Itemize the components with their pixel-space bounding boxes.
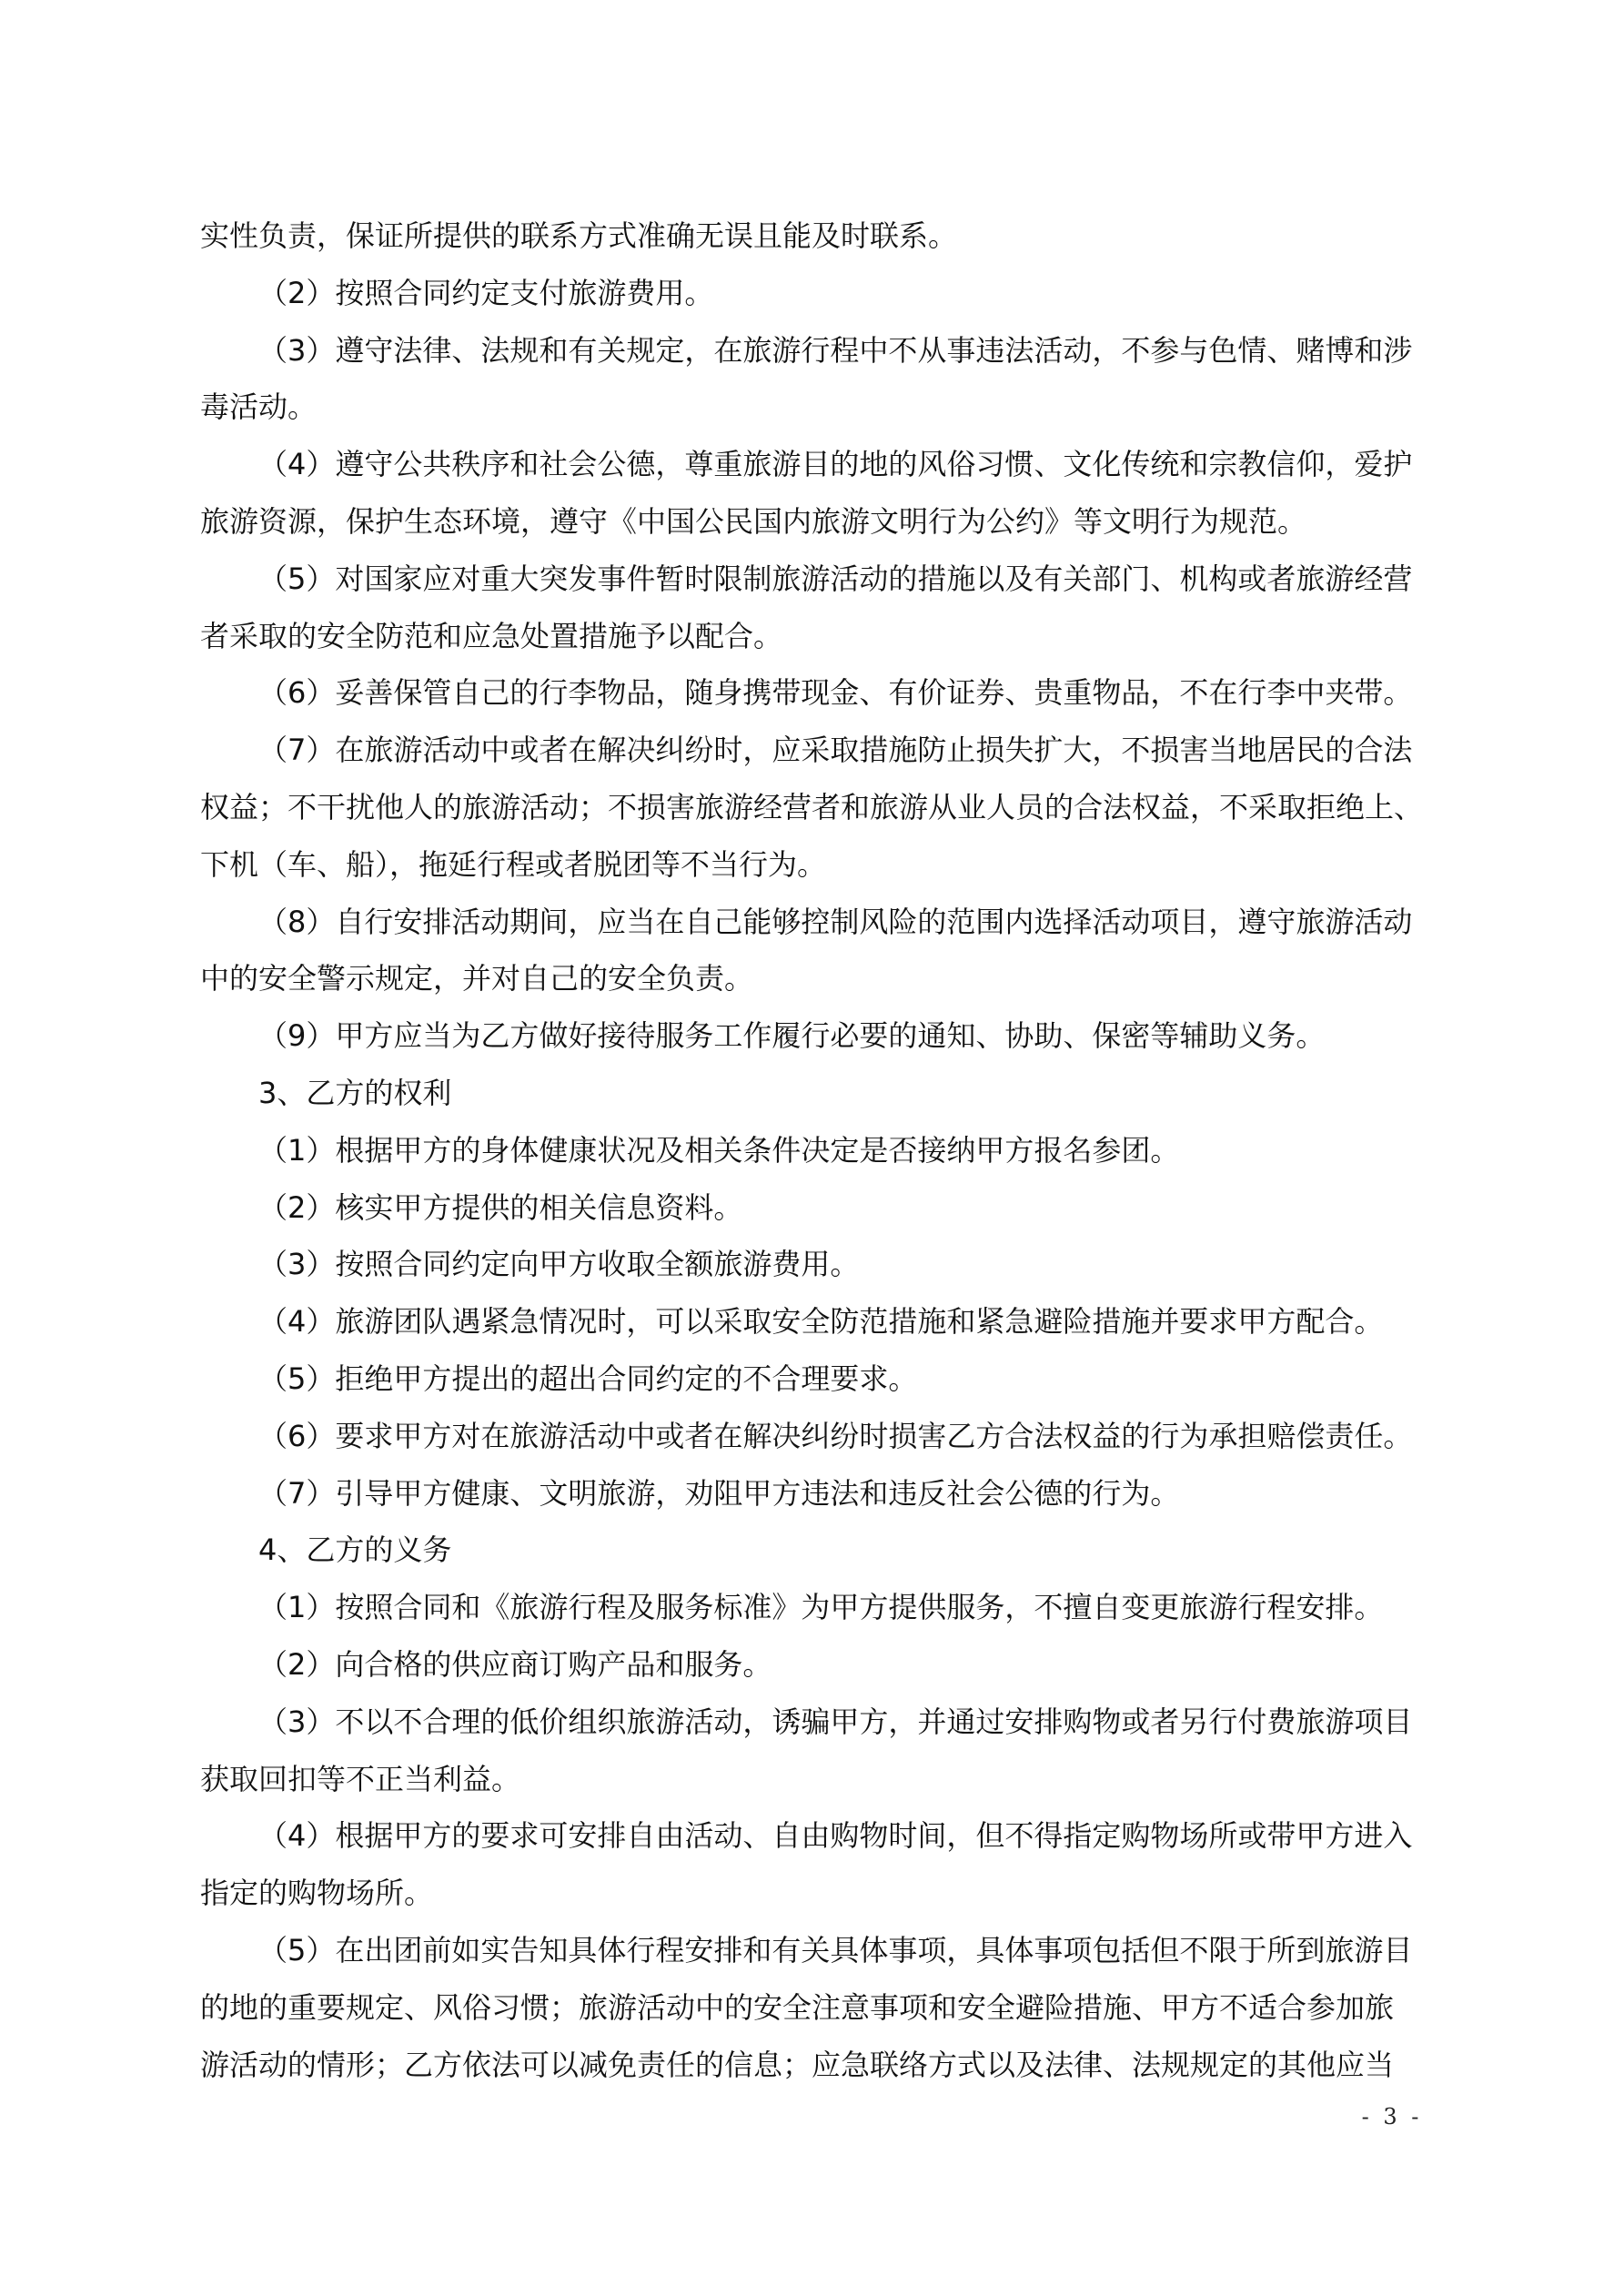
text-line: 下机（车、船），拖延行程或者脱团等不当行为。 [200,846,827,882]
list-item-paragraph [200,1465,1425,1522]
text-line: 者采取的安全防范和应急处置措施予以配合。 [200,618,783,653]
text-line: 权益；不干扰他人的旅游活动；不损害旅游经营者和旅游从业人员的合法权益，不采取拒绝上、 [200,789,1424,824]
list-item-paragraph [200,894,1425,1008]
list-item-paragraph [200,551,1425,665]
list-item-paragraph [200,1350,1425,1408]
text-line: （5）在出团前如实告知具体行程安排和有关具体事项，具体事项包括但不限于所到旅游目 [258,1932,1413,1967]
list-item-paragraph [200,1122,1425,1179]
text-line: （9）甲方应当为乙方做好接待服务工作履行必要的通知、协助、保密等辅助义务。 [258,1018,1326,1054]
text-line: （7）在旅游活动中或者在解决纠纷时，应采取措施防止损失扩大，不损害当地居民的合法 [258,733,1413,768]
list-item-paragraph [200,1179,1425,1237]
section-heading [200,1065,1425,1122]
heading-text: 3、乙方的权利 [258,1075,452,1110]
list-item-paragraph [200,265,1425,322]
text-line: 实性负责，保证所提供的联系方式准确无误且能及时联系。 [200,218,958,253]
page-number: - 3 - [1361,2104,1423,2129]
text-line: 中的安全警示规定，并对自己的安全负责。 [200,961,754,996]
text-line: （2）向合格的供应商订购产品和服务。 [258,1646,772,1682]
text-line: （6）妥善保管自己的行李物品，随身携带现金、有价证券、贵重物品，不在行李中夹带。 [258,675,1413,711]
text-line: （5）拒绝甲方提出的超出合同约定的不合理要求。 [258,1360,918,1396]
list-item-paragraph [200,1807,1425,1922]
list-item-paragraph [200,1408,1425,1465]
text-line: （6）要求甲方对在旅游活动中或者在解决纠纷时损害乙方合法权益的行为承担赔偿责任。 [258,1418,1413,1453]
continued-paragraph [200,207,1425,265]
text-line: （3）不以不合理的低价组织旅游活动，诱骗甲方，并通过安排购物或者另行付费旅游项目 [258,1704,1413,1739]
text-line: （3）遵守法律、法规和有关规定，在旅游行程中不从事违法活动，不参与色情、赌博和涉 [258,332,1413,368]
text-line: （4）旅游团队遇紧急情况时，可以采取安全防范措施和紧急避险措施并要求甲方配合。 [258,1304,1384,1340]
text-line: 获取回扣等不正当利益。 [200,1761,521,1796]
list-item-paragraph [200,322,1425,437]
list-item-paragraph [200,664,1425,722]
list-item-paragraph [200,1293,1425,1350]
text-line: （4）遵守公共秩序和社会公德，尊重旅游目的地的风俗习惯、文化传统和宗教信仰，爱护 [258,447,1413,482]
section-heading [200,1522,1425,1579]
text-line: （1）按照合同和《旅游行程及服务标准》为甲方提供服务，不擅自变更旅游行程安排。 [258,1590,1384,1625]
text-line: （5）对国家应对重大突发事件暂时限制旅游活动的措施以及有关部门、机构或者旅游经营 [258,561,1413,596]
text-line: （3）按照合同约定向甲方收取全额旅游费用。 [258,1247,860,1282]
text-line: 游活动的情形；乙方依法可以减免责任的信息；应急联络方式以及法律、法规规定的其他应当 [200,2047,1395,2082]
text-line: （4）根据甲方的要求可安排自由活动、自由购物时间，但不得指定购物场所或带甲方进入 [258,1818,1413,1854]
text-line: （7）引导甲方健康、文明旅游，劝阻甲方违法和违反社会公德的行为。 [258,1475,1180,1511]
list-item-paragraph [200,1694,1425,1808]
list-item-paragraph [200,1636,1425,1694]
document-page [200,207,1425,2093]
list-item-paragraph [200,1007,1425,1065]
heading-text: 4、乙方的义务 [258,1532,452,1568]
list-item-paragraph [200,436,1425,551]
text-line: 毒活动。 [200,389,318,425]
list-item-paragraph [200,722,1425,893]
text-line: 指定的购物场所。 [200,1876,434,1911]
text-line: （8）自行安排活动期间，应当在自己能够控制风险的范围内选择活动项目，遵守旅游活动 [258,904,1413,939]
list-item-paragraph [200,1922,1425,2093]
text-line: （2）核实甲方提供的相关信息资料。 [258,1189,743,1225]
text-line: 的地的重要规定、风俗习惯；旅游活动中的安全注意事项和安全避险措施、甲方不适合参加旅 [200,1989,1395,2025]
list-item-paragraph [200,1579,1425,1636]
text-line: （2）按照合同约定支付旅游费用。 [258,275,714,310]
text-line: （1）根据甲方的身体健康状况及相关条件决定是否接纳甲方报名参团。 [258,1132,1180,1168]
list-item-paragraph [200,1236,1425,1293]
text-line: 旅游资源，保护生态环境，遵守《中国公民国内旅游文明行为公约》等文明行为规范。 [200,503,1307,539]
